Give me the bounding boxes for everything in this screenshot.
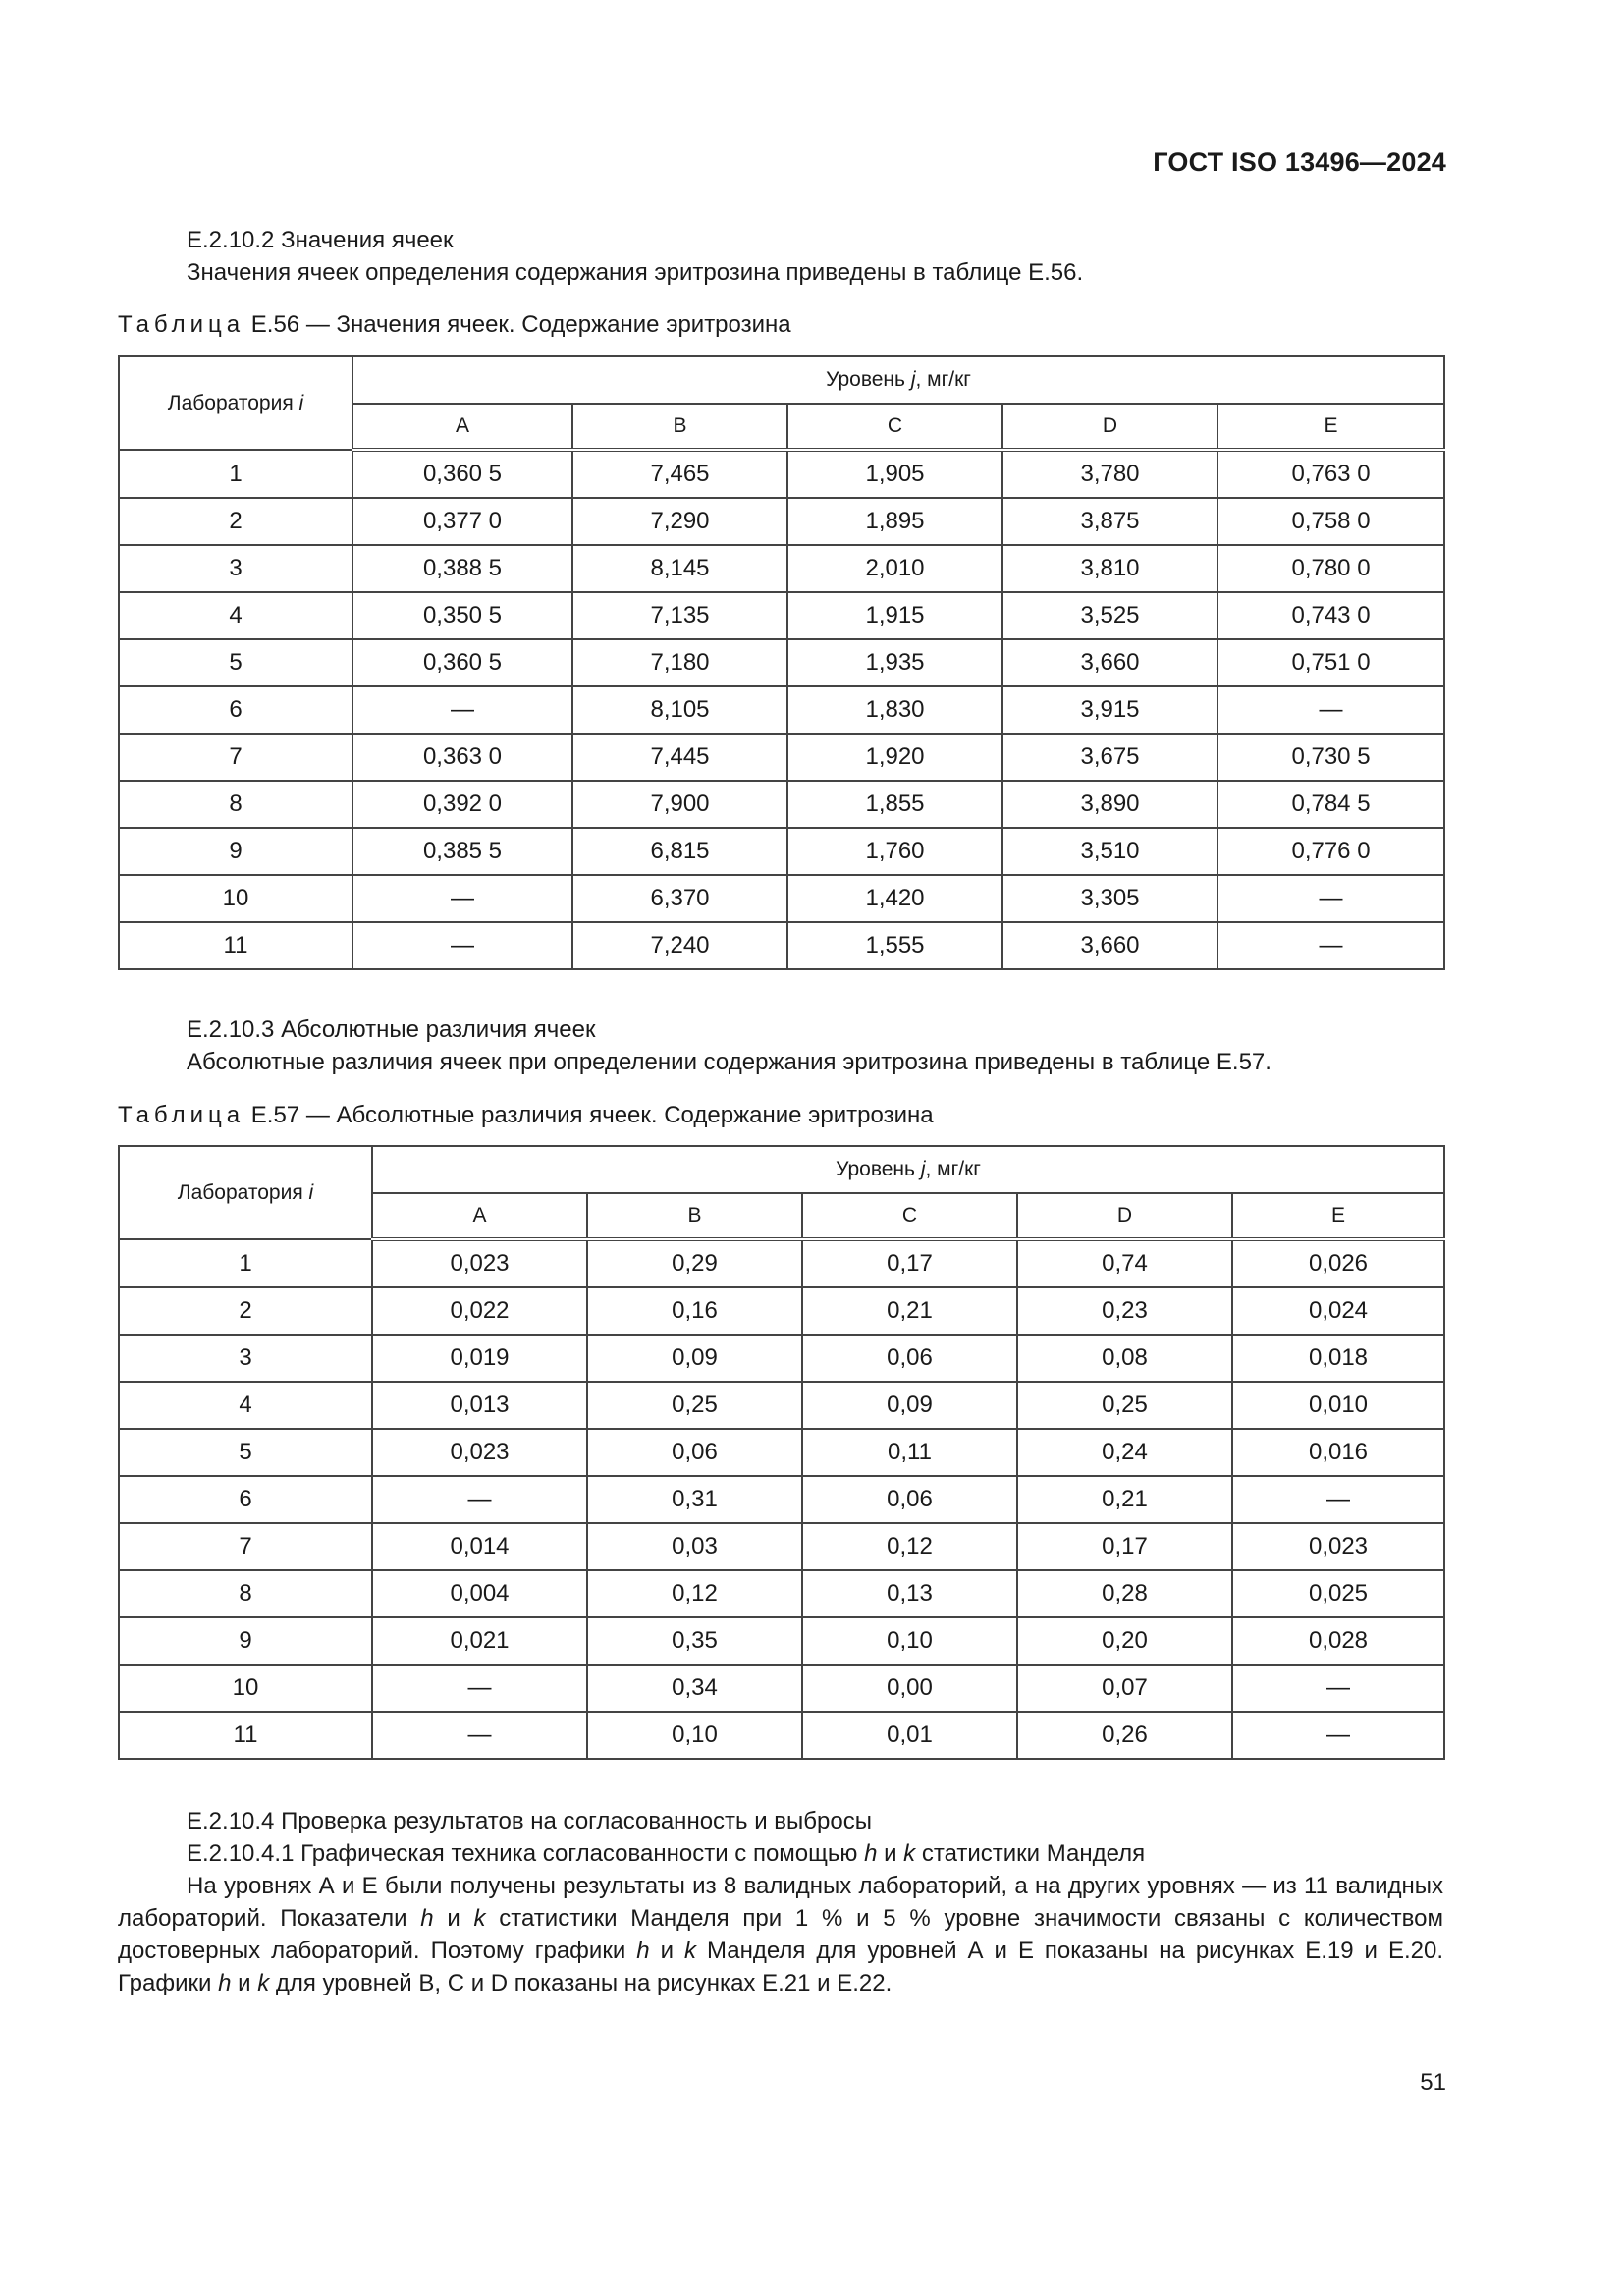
lab-number-cell: 5 [119,639,352,686]
value-cell: 7,465 [572,450,787,498]
value-cell: 0,06 [587,1429,802,1476]
value-cell: 0,016 [1232,1429,1444,1476]
value-cell: 7,135 [572,592,787,639]
section-text-e2102: Значения ячеек определения содержания эритрозина приведены в таблице Е.56. [187,259,1084,286]
table-row [119,1617,1444,1665]
value-cell: 0,74 [1017,1239,1232,1287]
table-row [119,1476,1444,1523]
value-cell: 0,360 5 [352,639,572,686]
section-text-e2103: Абсолютные различия ячеек при определении содержания эритрозина приведены в таблице Е.57. [187,1049,1271,1075]
level-header-d: D [1017,1193,1232,1239]
value-cell: 3,660 [1002,639,1217,686]
value-cell: 0,34 [587,1665,802,1712]
lab-number-cell: 5 [119,1429,372,1476]
value-cell: 0,023 [372,1429,587,1476]
table-row [119,545,1444,592]
table-row [119,922,1444,969]
value-cell: 3,525 [1002,592,1217,639]
value-cell: 0,17 [1017,1523,1232,1570]
table-row [119,686,1444,734]
section-heading-e2103: Е.2.10.3 Абсолютные различия ячеек [187,1016,596,1043]
value-cell: 0,025 [1232,1570,1444,1617]
value-cell: 8,105 [572,686,787,734]
value-cell: — [352,875,572,922]
value-cell: 0,018 [1232,1335,1444,1382]
level-header-c: C [802,1193,1017,1239]
table-row [119,734,1444,781]
level-header-a: A [352,404,572,450]
value-cell: 0,16 [587,1287,802,1335]
lab-number-cell: 2 [119,498,352,545]
value-cell: 0,780 0 [1217,545,1444,592]
table-row [119,1712,1444,1759]
table-row [119,1239,1444,1287]
value-cell: 3,915 [1002,686,1217,734]
lab-column-header: Лаборатория i [119,1146,372,1239]
value-cell: — [372,1665,587,1712]
value-cell: 7,445 [572,734,787,781]
page-number: 51 [1420,2069,1446,2096]
body-paragraph: На уровнях А и Е были получены результаты из 8 валидных лабораторий, а на других уровнях — из 11 валидных лабораторий. Показатели h и k статистики Манделя при 1 % и 5 % уровне значимости связаны с количеством достоверных лабораторий. Поэтому графики h и k Манделя для уровней А и Е показаны на рисунках Е.19 и Е.20. Графики h и k для уровней В, С и D показаны на рисунках Е.21 и Е.22. [118,1873,1443,1996]
document-header: ГОСТ ISO 13496—2024 [1153,147,1446,177]
level-header-c: C [787,404,1002,450]
table-row [119,1570,1444,1617]
level-header-b: B [587,1193,802,1239]
value-cell: 0,758 0 [1217,498,1444,545]
lab-number-cell: 4 [119,592,352,639]
value-cell: 0,014 [372,1523,587,1570]
value-cell: 0,360 5 [352,450,572,498]
value-cell: 0,013 [372,1382,587,1429]
value-cell: 7,180 [572,639,787,686]
value-cell: 2,010 [787,545,1002,592]
level-header-e: E [1217,404,1444,450]
lab-number-cell: 10 [119,875,352,922]
table-caption-e57 [118,1099,934,1131]
lab-number-cell: 7 [119,1523,372,1570]
value-cell: 0,350 5 [352,592,572,639]
value-cell: 1,830 [787,686,1002,734]
section-heading-e2102: Е.2.10.2 Значения ячеек [187,227,454,253]
value-cell: 0,743 0 [1217,592,1444,639]
table-row [119,875,1444,922]
lab-number-cell: 10 [119,1665,372,1712]
table-row [119,1665,1444,1712]
table-caption-e56 [118,308,791,341]
value-cell: 3,810 [1002,545,1217,592]
value-cell: 1,760 [787,828,1002,875]
table-row [119,450,1444,498]
value-cell: 0,21 [1017,1476,1232,1523]
value-cell: 1,555 [787,922,1002,969]
value-cell: 0,23 [1017,1287,1232,1335]
value-cell: 0,06 [802,1476,1017,1523]
level-header-e: E [1232,1193,1444,1239]
value-cell: 0,388 5 [352,545,572,592]
value-cell: — [372,1712,587,1759]
value-cell: 0,392 0 [352,781,572,828]
value-cell: — [1217,922,1444,969]
value-cell: 0,377 0 [352,498,572,545]
value-cell: 0,12 [802,1523,1017,1570]
value-cell: 0,25 [587,1382,802,1429]
value-cell: 0,026 [1232,1239,1444,1287]
value-cell: 0,730 5 [1217,734,1444,781]
value-cell: 1,420 [787,875,1002,922]
value-cell: 8,145 [572,545,787,592]
value-cell: 0,35 [587,1617,802,1665]
value-cell: — [352,686,572,734]
table-e57 [118,1145,1445,1760]
value-cell: 0,01 [802,1712,1017,1759]
lab-number-cell: 6 [119,686,352,734]
value-cell: — [1232,1476,1444,1523]
value-cell: 0,12 [587,1570,802,1617]
value-cell: 7,290 [572,498,787,545]
value-cell: 0,024 [1232,1287,1444,1335]
table-row [119,1287,1444,1335]
lab-number-cell: 8 [119,781,352,828]
table-row [119,828,1444,875]
lab-number-cell: 7 [119,734,352,781]
value-cell: 0,763 0 [1217,450,1444,498]
table-e56 [118,355,1445,970]
value-cell: 0,784 5 [1217,781,1444,828]
lab-number-cell: 11 [119,1712,372,1759]
value-cell: 0,06 [802,1335,1017,1382]
value-cell: 0,751 0 [1217,639,1444,686]
value-cell: 1,905 [787,450,1002,498]
value-cell: 0,17 [802,1239,1017,1287]
lab-number-cell: 1 [119,450,352,498]
value-cell: 6,370 [572,875,787,922]
value-cell: 0,776 0 [1217,828,1444,875]
table-row [119,1382,1444,1429]
level-group-header: Уровень j, мг/кг [372,1146,1444,1193]
value-cell: 0,385 5 [352,828,572,875]
value-cell: — [352,922,572,969]
table-row [119,639,1444,686]
value-cell: — [372,1476,587,1523]
lab-number-cell: 11 [119,922,352,969]
subsection-heading-e21041: Е.2.10.4.1 Графическая техника согласованности с помощью h и k статистики Манделя [187,1840,1146,1867]
value-cell: 0,26 [1017,1712,1232,1759]
value-cell: 0,08 [1017,1335,1232,1382]
value-cell: 0,28 [1017,1570,1232,1617]
value-cell: 0,363 0 [352,734,572,781]
level-header-b: B [572,404,787,450]
value-cell: 0,07 [1017,1665,1232,1712]
value-cell: 1,895 [787,498,1002,545]
value-cell: 0,09 [802,1382,1017,1429]
value-cell: 1,915 [787,592,1002,639]
lab-number-cell: 9 [119,1617,372,1665]
value-cell: 3,675 [1002,734,1217,781]
value-cell: 6,815 [572,828,787,875]
value-cell: 3,875 [1002,498,1217,545]
lab-number-cell: 3 [119,1335,372,1382]
table-row [119,498,1444,545]
value-cell: 0,022 [372,1287,587,1335]
value-cell: 3,660 [1002,922,1217,969]
table-row [119,1523,1444,1570]
section-heading-e2104: Е.2.10.4 Проверка результатов на согласованность и выбросы [187,1808,872,1834]
caption-prefix: Таблица [118,1102,245,1128]
value-cell: 3,780 [1002,450,1217,498]
value-cell: 3,510 [1002,828,1217,875]
value-cell: 0,25 [1017,1382,1232,1429]
value-cell: 0,11 [802,1429,1017,1476]
value-cell: — [1217,875,1444,922]
caption-text: Е.56 — Значения ячеек. Содержание эритрозина [244,311,791,338]
value-cell: 7,900 [572,781,787,828]
value-cell: 0,21 [802,1287,1017,1335]
level-header-d: D [1002,404,1217,450]
level-header-a: A [372,1193,587,1239]
value-cell: 0,010 [1232,1382,1444,1429]
value-cell: 0,021 [372,1617,587,1665]
value-cell: 0,10 [802,1617,1017,1665]
caption-prefix: Таблица [118,311,245,338]
value-cell: 1,920 [787,734,1002,781]
value-cell: 0,24 [1017,1429,1232,1476]
lab-number-cell: 6 [119,1476,372,1523]
table-row [119,781,1444,828]
table-row [119,592,1444,639]
value-cell: 0,019 [372,1335,587,1382]
value-cell: 0,023 [1232,1523,1444,1570]
value-cell: 0,20 [1017,1617,1232,1665]
value-cell: 0,10 [587,1712,802,1759]
lab-number-cell: 8 [119,1570,372,1617]
value-cell: 0,13 [802,1570,1017,1617]
level-group-header: Уровень j, мг/кг [352,356,1444,404]
lab-number-cell: 3 [119,545,352,592]
value-cell: 0,31 [587,1476,802,1523]
value-cell: 3,305 [1002,875,1217,922]
value-cell: 0,004 [372,1570,587,1617]
lab-number-cell: 4 [119,1382,372,1429]
value-cell: — [1217,686,1444,734]
value-cell: 0,028 [1232,1617,1444,1665]
table-row [119,1335,1444,1382]
lab-number-cell: 2 [119,1287,372,1335]
value-cell: — [1232,1665,1444,1712]
value-cell: 0,03 [587,1523,802,1570]
value-cell: 0,023 [372,1239,587,1287]
value-cell: 0,00 [802,1665,1017,1712]
value-cell: 1,855 [787,781,1002,828]
table-row [119,1429,1444,1476]
value-cell: 0,29 [587,1239,802,1287]
lab-number-cell: 1 [119,1239,372,1287]
caption-text: Е.57 — Абсолютные различия ячеек. Содержание эритрозина [244,1102,934,1128]
value-cell: 7,240 [572,922,787,969]
value-cell: 1,935 [787,639,1002,686]
value-cell: 0,09 [587,1335,802,1382]
value-cell: — [1232,1712,1444,1759]
value-cell: 3,890 [1002,781,1217,828]
lab-column-header: Лаборатория i [119,356,352,450]
lab-number-cell: 9 [119,828,352,875]
